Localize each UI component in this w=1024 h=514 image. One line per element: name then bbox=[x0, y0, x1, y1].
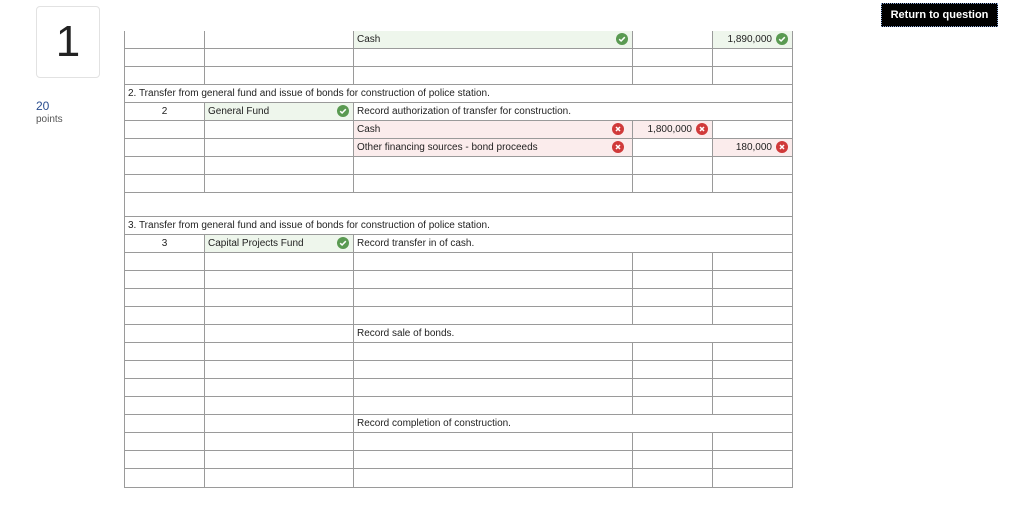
table-row bbox=[125, 235, 792, 253]
credit-cell[interactable] bbox=[713, 175, 792, 192]
table-row bbox=[125, 397, 792, 415]
table-row bbox=[125, 121, 792, 139]
memo-text: Record authorization of transfer for construction. bbox=[357, 106, 571, 117]
error-icon bbox=[612, 123, 624, 135]
error-icon bbox=[696, 123, 708, 135]
entry-number-cell[interactable] bbox=[125, 469, 205, 487]
credit-input[interactable] bbox=[713, 139, 792, 156]
journal-entry-table bbox=[124, 31, 793, 488]
table-row bbox=[125, 289, 792, 307]
account-cell[interactable] bbox=[354, 469, 633, 487]
entry-number-cell[interactable] bbox=[125, 325, 205, 342]
entry-number: 3 bbox=[125, 235, 205, 252]
credit-value: 180,000 bbox=[735, 142, 772, 153]
account-cell[interactable] bbox=[354, 307, 633, 324]
account-cell[interactable] bbox=[354, 157, 633, 174]
fund-cell[interactable] bbox=[205, 31, 354, 48]
account-cell[interactable] bbox=[354, 253, 633, 270]
entry-number-cell[interactable] bbox=[125, 451, 205, 468]
entry-number-cell[interactable] bbox=[125, 31, 205, 48]
debit-cell[interactable] bbox=[633, 397, 713, 414]
account-cell[interactable] bbox=[354, 175, 633, 192]
account-cell[interactable] bbox=[354, 397, 633, 414]
table-row bbox=[125, 139, 792, 157]
check-icon bbox=[616, 33, 628, 45]
section-title: 2. Transfer from general fund and issue of bonds for construction of police station. bbox=[128, 88, 490, 99]
question-number: 1 bbox=[55, 17, 81, 66]
fund-cell[interactable] bbox=[205, 307, 354, 324]
fund-cell[interactable] bbox=[205, 379, 354, 396]
table-row bbox=[125, 67, 792, 85]
credit-cell[interactable] bbox=[713, 307, 792, 324]
credit-cell[interactable] bbox=[713, 49, 792, 66]
fund-cell[interactable] bbox=[205, 121, 354, 138]
error-icon bbox=[776, 141, 788, 153]
table-row bbox=[125, 253, 792, 271]
debit-cell[interactable] bbox=[633, 49, 713, 66]
memo-text: Record transfer in of cash. bbox=[357, 238, 475, 249]
fund-cell[interactable] bbox=[205, 343, 354, 360]
debit-cell[interactable] bbox=[633, 67, 713, 84]
entry-number-cell[interactable] bbox=[125, 253, 205, 270]
entry-number-cell[interactable] bbox=[125, 175, 205, 192]
fund-cell[interactable] bbox=[205, 175, 354, 192]
debit-input[interactable] bbox=[633, 121, 713, 138]
fund-cell[interactable] bbox=[205, 253, 354, 270]
fund-cell[interactable] bbox=[205, 451, 354, 468]
error-icon bbox=[612, 141, 624, 153]
account-select[interactable] bbox=[354, 139, 633, 156]
table-row bbox=[125, 379, 792, 397]
account-label: Cash bbox=[357, 34, 381, 45]
account-cell[interactable] bbox=[354, 31, 633, 48]
debit-cell[interactable] bbox=[633, 139, 713, 156]
credit-cell[interactable] bbox=[713, 253, 792, 270]
fund-cell[interactable] bbox=[205, 397, 354, 414]
fund-cell[interactable] bbox=[205, 67, 354, 84]
spacer-row bbox=[125, 193, 792, 217]
credit-cell[interactable] bbox=[713, 157, 792, 174]
table-row bbox=[125, 271, 792, 289]
return-to-question-button[interactable]: Return to question bbox=[881, 3, 998, 27]
fund-cell[interactable] bbox=[205, 139, 354, 156]
account-cell[interactable] bbox=[354, 67, 633, 84]
debit-cell[interactable] bbox=[633, 433, 713, 450]
debit-cell[interactable] bbox=[633, 361, 713, 378]
entry-number-cell[interactable] bbox=[125, 67, 205, 84]
table-row bbox=[125, 415, 792, 433]
debit-cell[interactable] bbox=[633, 157, 713, 174]
fund-select[interactable] bbox=[205, 103, 354, 120]
account-label: Other financing sources - bond proceeds bbox=[357, 142, 538, 153]
entry-number-cell[interactable] bbox=[125, 271, 205, 288]
credit-cell[interactable] bbox=[713, 361, 792, 378]
memo-text: Record completion of construction. bbox=[357, 418, 511, 429]
account-cell[interactable] bbox=[354, 49, 633, 66]
entry-number-cell[interactable] bbox=[125, 343, 205, 360]
debit-cell[interactable] bbox=[633, 343, 713, 360]
fund-value: Capital Projects Fund bbox=[208, 238, 304, 249]
debit-cell[interactable] bbox=[633, 253, 713, 270]
credit-cell[interactable] bbox=[713, 379, 792, 396]
account-cell[interactable] bbox=[354, 379, 633, 396]
fund-cell[interactable] bbox=[205, 157, 354, 174]
entry-number-cell[interactable] bbox=[125, 433, 205, 450]
credit-value: 1,890,000 bbox=[727, 34, 772, 45]
fund-cell[interactable] bbox=[205, 361, 354, 378]
credit-cell[interactable] bbox=[713, 67, 792, 84]
account-label: Cash bbox=[357, 124, 381, 135]
debit-cell[interactable] bbox=[633, 271, 713, 288]
section-header bbox=[125, 85, 792, 103]
table-row bbox=[125, 307, 792, 325]
credit-cell[interactable] bbox=[713, 343, 792, 360]
debit-cell[interactable] bbox=[633, 289, 713, 306]
table-row bbox=[125, 469, 792, 487]
table-row bbox=[125, 325, 792, 343]
account-cell[interactable] bbox=[354, 451, 633, 468]
fund-cell[interactable] bbox=[205, 325, 354, 342]
credit-cell[interactable] bbox=[713, 271, 792, 288]
table-row bbox=[125, 157, 792, 175]
table-row bbox=[125, 103, 792, 121]
credit-cell[interactable] bbox=[713, 289, 792, 306]
fund-select[interactable] bbox=[205, 235, 354, 252]
fund-cell[interactable] bbox=[205, 469, 354, 487]
section-header bbox=[125, 217, 792, 235]
fund-cell[interactable] bbox=[205, 433, 354, 450]
debit-cell[interactable] bbox=[633, 469, 713, 487]
points-value: 20 bbox=[36, 99, 50, 113]
table-row bbox=[125, 175, 792, 193]
section-title: 3. Transfer from general fund and issue of bonds for construction of police station. bbox=[128, 220, 490, 231]
account-cell[interactable] bbox=[354, 271, 633, 288]
debit-value: 1,800,000 bbox=[647, 124, 692, 135]
credit-cell[interactable] bbox=[713, 397, 792, 414]
entry-number-cell[interactable] bbox=[125, 121, 205, 138]
credit-cell[interactable] bbox=[713, 433, 792, 450]
account-select[interactable] bbox=[354, 121, 633, 138]
table-row bbox=[125, 343, 792, 361]
debit-cell[interactable] bbox=[633, 175, 713, 192]
credit-cell[interactable] bbox=[713, 451, 792, 468]
debit-cell[interactable] bbox=[633, 31, 713, 48]
table-row bbox=[125, 433, 792, 451]
entry-number-cell[interactable] bbox=[125, 139, 205, 156]
check-icon bbox=[337, 237, 349, 249]
fund-cell[interactable] bbox=[205, 49, 354, 66]
entry-number-cell[interactable] bbox=[125, 157, 205, 174]
credit-cell[interactable] bbox=[713, 31, 792, 48]
debit-cell[interactable] bbox=[633, 379, 713, 396]
account-cell[interactable] bbox=[354, 433, 633, 450]
table-row bbox=[125, 31, 792, 49]
check-icon bbox=[776, 33, 788, 45]
fund-cell[interactable] bbox=[205, 271, 354, 288]
account-cell[interactable] bbox=[354, 361, 633, 378]
fund-cell[interactable] bbox=[205, 415, 354, 432]
table-row bbox=[125, 49, 792, 67]
debit-cell[interactable] bbox=[633, 451, 713, 468]
entry-number-cell[interactable] bbox=[125, 379, 205, 396]
memo-text: Record sale of bonds. bbox=[357, 328, 455, 339]
entry-number-cell[interactable] bbox=[125, 361, 205, 378]
entry-number-cell[interactable] bbox=[125, 397, 205, 414]
check-icon bbox=[337, 105, 349, 117]
entry-number: 2 bbox=[125, 103, 205, 120]
entry-number-cell[interactable] bbox=[125, 307, 205, 324]
points-label: points bbox=[36, 114, 63, 125]
question-number-box[interactable] bbox=[36, 6, 100, 78]
fund-value: General Fund bbox=[208, 106, 270, 117]
account-cell[interactable] bbox=[354, 289, 633, 306]
entry-number-cell[interactable] bbox=[125, 415, 205, 432]
entry-number-cell[interactable] bbox=[125, 49, 205, 66]
credit-cell[interactable] bbox=[713, 121, 792, 138]
fund-cell[interactable] bbox=[205, 289, 354, 306]
table-row bbox=[125, 361, 792, 379]
entry-number-cell[interactable] bbox=[125, 289, 205, 306]
table-row bbox=[125, 451, 792, 469]
credit-cell[interactable] bbox=[713, 469, 792, 487]
debit-cell[interactable] bbox=[633, 307, 713, 324]
account-cell[interactable] bbox=[354, 343, 633, 360]
